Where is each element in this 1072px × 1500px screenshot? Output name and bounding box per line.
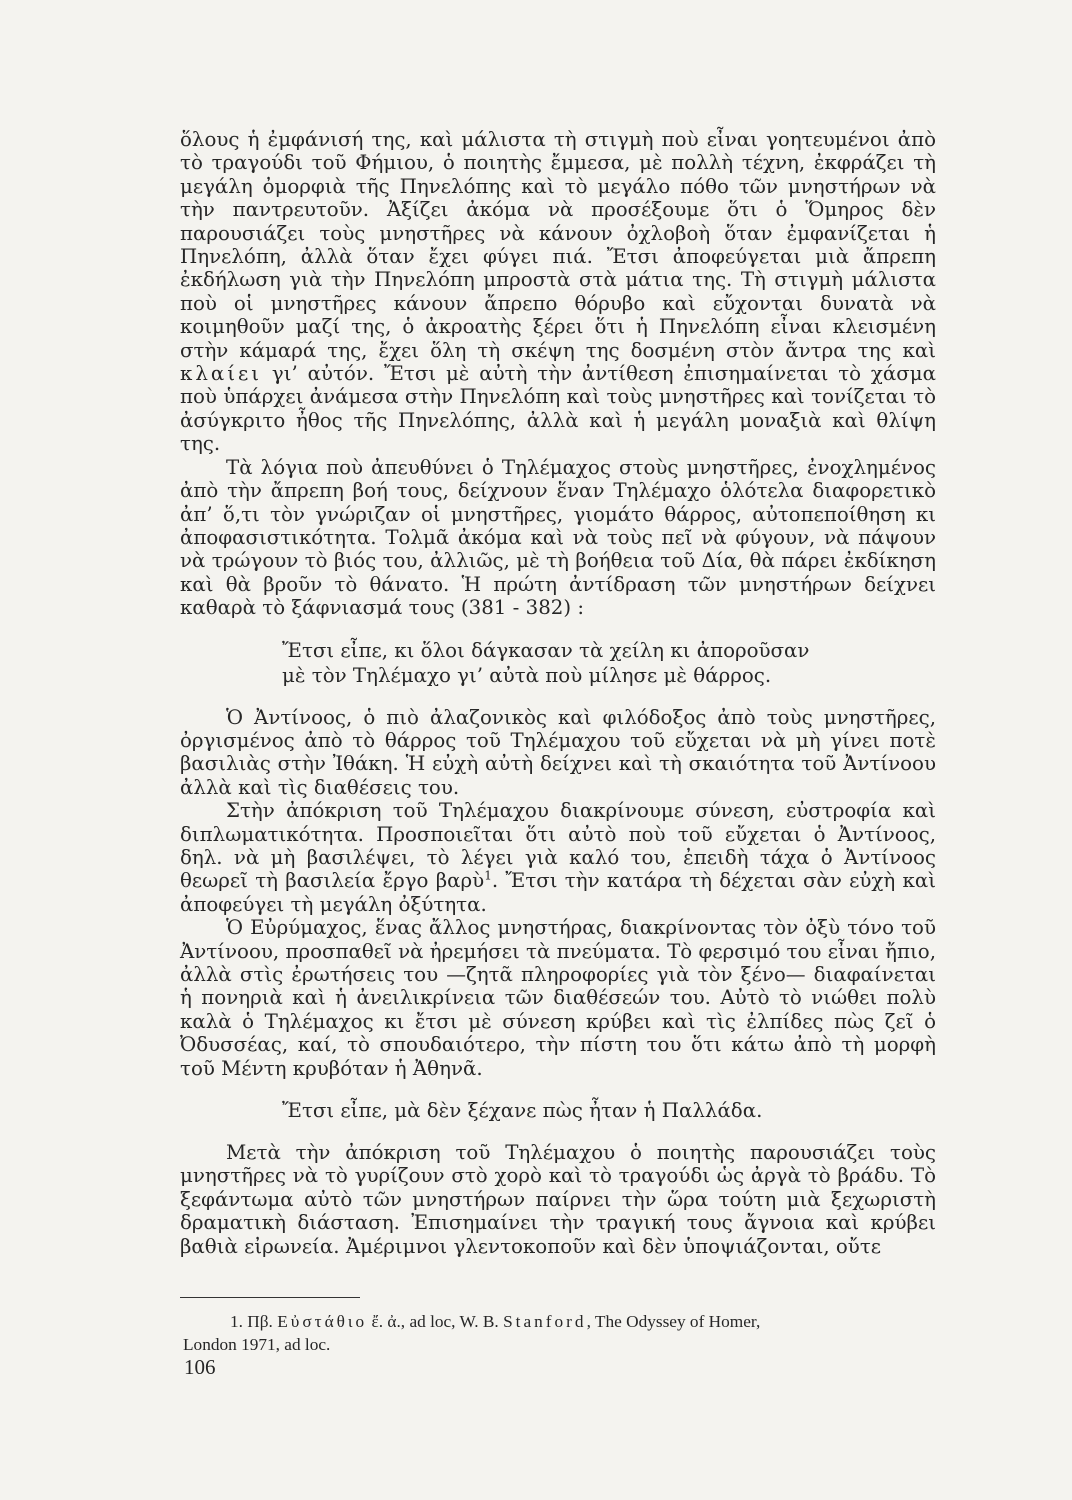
footnote: [183, 1310, 945, 1356]
paragraph-suitors-feast: Μετὰ τὴν ἀπόκριση τοῦ Τηλέμαχου ὁ ποιητὴς παρουσιάζει τοὺς μνηστῆρες νὰ τὸ γυρίζουν στὸ χορὸ καὶ τὸ τραγούδι ὡς ἀργὰ τὸ βράδυ. Τὸ ξεφάντωμα αὐτὸ τῶν μνηστήρων παίρνει τὴν ὥρα τούτη μιὰ ξεχωριστὴ δραματικὴ διάσταση. Ἐπισημαίνει τὴν τραγική τους ἄγνοια καὶ κρύβει βαθιὰ εἰρωνεία. Ἀμέριμνοι γλεντοκοποῦν καὶ δὲν ὑποψιάζονται, οὔτε: [180, 1141, 936, 1258]
footnote-author-eustathios: Εὐστάθιο: [277, 1312, 368, 1331]
footnote-reference: 1: [484, 868, 492, 883]
footnote-line-2: London 1971, ad loc.: [183, 1335, 331, 1354]
footnote-prefix: 1. Πβ.: [230, 1312, 273, 1331]
footnote-author-stanford: Stanford: [503, 1312, 587, 1331]
verse-quote-1: [180, 638, 936, 688]
verse-line-1: Ἔτσι εἶπε, κι ὅλοι δάγκασαν τὰ χείλη κι ἀποροῦσαν: [282, 638, 810, 662]
paragraph-1-end: γι’ αὐτόν. Ἔτσι μὲ αὐτὴ τὴν ἀντίθεση ἐπισημαίνεται τὸ χάσμα ποὺ ὑπάρχει ἀνάμεσα στὴν Πηνελόπη καὶ τοὺς μνηστῆρες καὶ τονίζεται τὸ ἀσύγκριτο ἦθος τῆς Πηνελόπης, ἀλλὰ καὶ ἡ μεγάλη μοναξιὰ καὶ θλίψη της.: [180, 362, 936, 456]
body-text: [180, 128, 936, 1258]
paragraph-continued: [180, 128, 936, 456]
paragraph-4-end: . Ἔτσι τὴν κατάρα τὴ δέχεται σὰν εὐχὴ καὶ ἀποφεύγει τὴ μεγάλη ὀξύτητα.: [180, 869, 936, 916]
paragraph-telemachus-words: Τὰ λόγια ποὺ ἀπευθύνει ὁ Τηλέμαχος στοὺς μνηστῆρες, ἐνοχλημένος ἀπὸ τὴν ἄπρεπη βοή τους, δείχνουν ἕναν Τηλέμαχο ὁλότελα διαφορετικὸ ἀπ’ ὅ,τι τὸν γνώριζαν οἱ μνηστῆρες, γιομάτο θάρρος, αὐτοπεποίθηση κι ἀποφασιστικότητα. Τολμᾶ ἀκόμα καὶ νὰ τοὺς πεῖ νὰ φύγουν, νὰ πάψουν νὰ τρώγουν τὸ βιός του, ἀλλιῶς, μὲ τὴ βοήθεια τοῦ Δία, θὰ πάρει ἐκδίκηση καὶ θὰ βροῦν τὸ θάνατο. Ἡ πρώτη ἀντίδραση τῶν μνηστήρων δείχνει καθαρὰ τὸ ξάφνιασμά τους (381 - 382) :: [180, 455, 936, 620]
paragraph-telemachus-reply: [180, 799, 936, 916]
paragraph-1-text: ὅλους ἡ ἐμφάνισή της, καὶ μάλιστα τὴ στιγμὴ ποὺ εἶναι γοητευμένοι ἀπὸ τὸ τραγούδι τοῦ Φήμιου, ὁ ποιητὴς ἔμμεσα, μὲ πολλὴ τέχνη, ἐκφράζει τὴ μεγάλη ὀμορφιὰ τῆς Πηνελόπης καὶ τὸ μεγάλο πόθο τῶν μνηστήρων νὰ τὴν παντρευτοῦν. Ἀξίζει ἀκόμα νὰ προσέξουμε ὅτι ὁ Ὅμηρος δὲν παρουσιάζει τοὺς μνηστῆρες νὰ κάνουν ὀχλοβοὴ ὅταν ἐμφανίζεται ἡ Πηνελόπη, ἀλλὰ ὅταν ἔχει φύγει πιά. Ἔτσι ἀποφεύγεται μιὰ ἄπρεπη ἐκδήλωση γιὰ τὴν Πηνελόπη μπροστὰ στὰ μάτια της. Τὴ στιγμὴ μάλιστα ποὺ οἱ μνηστῆρες κάνουν ἄπρεπο θόρυβο καὶ εὔχονται δυνατὰ νὰ κοιμηθοῦν μαζί της, ὁ ἀκροατὴς ξέρει ὅτι ἡ Πηνελόπη εἶναι κλεισμένη στὴν κάμαρά της, ἔχει ὅλη τὴ σκέψη της δοσμένη στὸν ἄντρα της καὶ: [180, 128, 936, 362]
page-number: 106: [184, 1355, 216, 1379]
paragraph-eurymachos: Ὁ Εὐρύμαχος, ἕνας ἄλλος μνηστήρας, διακρίνοντας τὸν ὀξὺ τόνο τοῦ Ἀντίνοου, προσπαθεῖ νὰ ἠρεμήσει τὰ πνεύματα. Τὸ φερσιμό του εἶναι ἤπιο, ἀλλὰ στὶς ἐρωτήσεις του —ζητᾶ πληροφορίες γιὰ τὸν ξένο— διαφαίνεται ἡ πονηριὰ καὶ ἡ ἀνειλικρίνεια τῶν διαθέσεών του. Αὐτὸ τὸ νιώθει πολὺ καλὰ ὁ Τηλέμαχος κι ἔτσι μὲ σύνεση κρύβει καὶ τὶς ἐλπίδες πὼς ζεῖ ὁ Ὀδυσσέας, καί, τὸ σπουδαιότερο, τὴν πίστη του ὅτι κάτω ἀπὸ τὴ μορφὴ τοῦ Μέντη κρυβόταν ἡ Ἀθηνᾶ.: [180, 916, 936, 1080]
paragraph-4-text: Στὴν ἀπόκριση τοῦ Τηλέμαχου διακρίνουμε σύνεση, εὐστροφία καὶ διπλωματικότητα. Προσποιεῖται ὅτι αὐτὸ ποὺ τοῦ εὔχεται ὁ Ἀντίνοος, δηλ. νὰ μὴ βασιλέψει, τὸ λέγει γιὰ καλό του, ἐπειδὴ τάχα ὁ Ἀντίνοος θεωρεῖ τὴ βασιλεία ἔργο βαρὺ: [180, 799, 936, 893]
verse-line-pallas: Ἔτσι εἶπε, μὰ δὲν ξέχανε πὼς ἦταν ἡ Παλλάδα.: [282, 1099, 763, 1123]
footnote-divider: [180, 1297, 360, 1298]
footnote-title: , The Odyssey of Homer,: [586, 1312, 761, 1331]
verse-line-2: μὲ τὸν Τηλέμαχο γι’ αὐτὰ ποὺ μίλησε μὲ θάρρος.: [282, 663, 772, 687]
footnote-line-1: [183, 1310, 945, 1333]
footnote-middle: ἔ. ἀ., ad loc, W. B.: [371, 1312, 499, 1331]
paragraph-antinoos: Ὁ Ἀντίνοος, ὁ πιὸ ἀλαζονικὸς καὶ φιλόδοξος ἀπὸ τοὺς μνηστῆρες, ὀργισμένος ἀπὸ τὸ θάρρος τοῦ Τηλέμαχου τοῦ εὔχεται νὰ μὴ γίνει ποτὲ βασιλιὰς στὴν Ἰθάκη. Ἡ εὐχὴ αὐτὴ δείχνει καὶ τὴ σκαιότητα τοῦ Ἀντίνοου ἀλλὰ καὶ τὶς διαθέσεις του.: [180, 705, 936, 799]
emphasized-word: κλαίει: [180, 362, 263, 386]
verse-quote-2: [180, 1098, 936, 1123]
